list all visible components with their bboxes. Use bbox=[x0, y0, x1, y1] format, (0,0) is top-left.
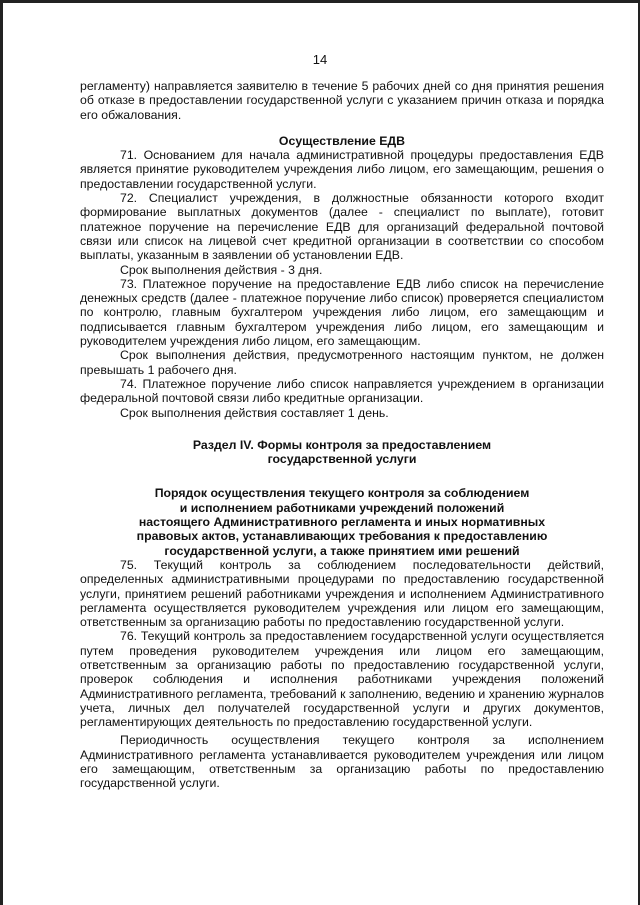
section-heading: государственной услуги bbox=[267, 452, 417, 467]
paragraph: 71. Основанием для начала административной процедуры предоставления ЕДВ является принятие руководителем учреждения либо лицом, его замещающим, решения о предоставлении государственной услуги. bbox=[80, 148, 604, 191]
paragraph: Срок выполнения действия - 3 дня. bbox=[120, 262, 323, 277]
page-number: 14 bbox=[312, 52, 328, 67]
spacer bbox=[80, 122, 604, 134]
paragraph: регламенту) направляется заявителю в течение 5 рабочих дней со дня принятия решения об отказе в предоставлении государственной услуги с указанием причин отказа и порядка его обжалования. bbox=[80, 79, 604, 122]
paragraph: 72. Специалист учреждения, в должностные обязанности которого входит формирование выплатных документов (далее - специалист по выплате), готовит платежное поручение на перечисление ЕДВ для организаций федеральной почтовой связи или список на лицевой счет кредитной организации в соответствии со способом выплаты, указанным в заявлении об установлении ЕДВ. bbox=[80, 191, 604, 263]
paragraph: Срок выполнения действия, предусмотренного настоящим пунктом, не должен превышать 1 рабочего дня. bbox=[80, 348, 604, 377]
section-heading: Раздел IV. Формы контроля за предоставлением bbox=[192, 437, 492, 452]
spacer bbox=[80, 420, 604, 438]
section-heading: Порядок осуществления текущего контроля за соблюдением bbox=[154, 486, 530, 501]
section-heading: Осуществление ЕДВ bbox=[278, 133, 406, 148]
paragraph: Срок выполнения действия составляет 1 день. bbox=[120, 405, 389, 420]
document-body bbox=[80, 79, 604, 791]
page-edge-top bbox=[0, 0, 640, 3]
paragraph: 76. Текущий контроль за предоставлением государственной услуги осуществляется путем проведения руководителем учреждения или лицом его замещающим, ответственным за организацию работы по предоставлению государственной услуги, проверок соблюдения и исполнения работниками учреждения положений Административного регламента, требований к заполнению, ведению и хранению журналов учета, личных дел получателей государственной услуги и других документов, регламентирующих деятельность по предоставлению государственной услуги. bbox=[80, 629, 604, 730]
section-heading: настоящего Административного регламента и иных нормативных bbox=[138, 515, 546, 530]
paragraph: 75. Текущий контроль за соблюдением последовательности действий, определенных административными процедурами по предоставлению государственной услуги, принятием решений работниками учреждения и исполнением Административного регламента осуществляется руководителем учреждения или лицом его замещающим, ответственным за организацию работы по предоставлению государственной услуги. bbox=[80, 557, 604, 630]
spacer bbox=[80, 466, 604, 486]
paragraph: 74. Платежное поручение либо список направляется учреждением в организации федеральной почтовой связи либо кредитные организации. bbox=[80, 376, 604, 406]
section-heading: государственной услуги, а также принятием ими решений bbox=[164, 543, 520, 558]
paragraph: 73. Платежное поручение на предоставление ЕДВ либо список на перечисление денежных средств (далее - платежное поручение либо список) проверяется специалистом по контролю, главным бухгалтером учреждения либо лицом, его замещающим и подписывается главным бухгалтером учреждения либо лицом, его замещающим и руководителем учреждения либо лицом, его замещающим. bbox=[80, 276, 604, 349]
section-heading: и исполнением работниками учреждений положений bbox=[179, 500, 505, 515]
page-edge-left bbox=[0, 0, 3, 905]
paragraph: Периодичность осуществления текущего контроля за исполнением Административного регламента устанавливается руководителем учреждения или лицом его замещающим, ответственным за организацию работы по предоставлению государственной услуги. bbox=[80, 733, 604, 791]
section-heading: правовых актов, устанавливающих требования к предоставлению bbox=[136, 529, 548, 544]
